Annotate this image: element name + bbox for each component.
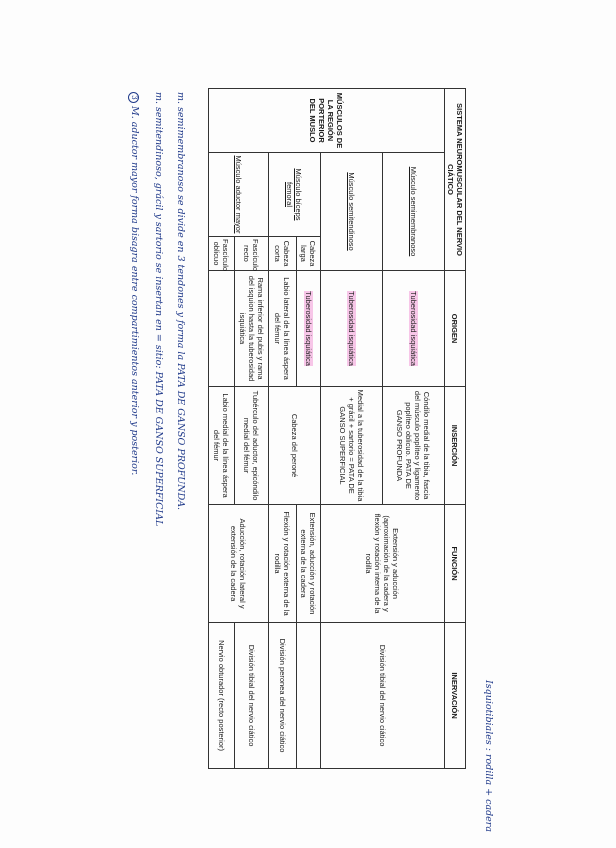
inervacion-biceps-larga — [297, 623, 321, 769]
insercion-aductor-recto: Tubérculo del aductor, epicóndilo medial del fémur — [235, 387, 269, 505]
inervacion-semimembranoso: División tibial del nervio ciático — [321, 623, 445, 769]
margin-note-3-number: 3 — [128, 92, 139, 103]
insercion-semimembranoso: Cóndilo medial de la tibia, fascia del músculo poplíteo y ligamento poplíteo oblicuo. PATA DE GANSO PROFUNDA — [383, 387, 445, 505]
margin-tag: Isquiotibiales : rodilla + cadera — [483, 680, 494, 833]
origen-biceps-corta: Labio lateral de la línea áspera del fémur — [269, 271, 297, 387]
muscle-semitendinoso: Músculo semitendinoso — [321, 153, 383, 271]
header-title-sub: CIÁTICO — [446, 164, 455, 195]
origen-semimembranoso: Tuberosidad isquiática — [409, 291, 418, 366]
insercion-semitendinoso: Medial a la tuberosidad de la tibia + grácil + sartorio = PATA DE GANSO SUPERFICIAL — [321, 387, 383, 505]
margin-note-2: m. semitendinoso, grácil y sartorio se insertan en = sitio: PATA DE GANSO SUPERFICIAL — [153, 92, 164, 527]
header-funcion: FUNCIÓN — [445, 505, 466, 623]
region-label: MÚSCULOS DE LA REGIÓN PORTERIOR DEL MUSLO — [209, 89, 445, 153]
funcion-biceps-larga: Extensión, aducción y rotación externa de la cadera — [297, 505, 321, 623]
table-row — [235, 89, 269, 769]
muscle-table — [208, 88, 466, 769]
inervacion-aductor-recto: División tibial del nervio ciático — [235, 623, 269, 769]
table-row — [383, 89, 445, 769]
funcion-biceps-corta: Flexión y rotación externa de la rodilla — [269, 505, 297, 623]
header-inervacion: INERVACIÓN — [445, 623, 466, 769]
table-header-row — [445, 89, 466, 769]
insercion-biceps: Cabeza del peroné — [269, 387, 321, 505]
aductor-fasciculo-oblicuo: Fascículo oblicuo — [209, 237, 235, 271]
funcion-semimembranoso: Extensión y aducción (aproximación de la cadera y flexión y rotación interna de la rodilla — [321, 505, 445, 623]
origen-biceps-larga: Tuberosidad isquiática — [304, 291, 313, 366]
header-origen: ORIGEN — [445, 271, 466, 387]
muscle-biceps-femoral: Músculo bíceps femoral — [269, 153, 321, 237]
header-title-main: SISTEMA NEUROMUSCULAR DEL NERVIO — [455, 103, 464, 256]
inervacion-aductor-oblicuo: Nervio obturador (recto posterior) — [209, 623, 235, 769]
aductor-fasciculo-recto: Fascículo recto — [235, 237, 269, 271]
biceps-cabeza-larga: Cabeza larga — [297, 237, 321, 271]
funcion-aductor: Aducción, rotación lateral y extensión de la cadera — [209, 505, 269, 623]
biceps-cabeza-corta: Cabeza corta — [269, 237, 297, 271]
margin-note-3 — [128, 92, 140, 475]
muscle-semimembranoso: Músculo semimembranoso — [383, 153, 445, 271]
origen-aductor-oblicuo — [209, 271, 235, 387]
header-insercion: INSERCIÓN — [445, 387, 466, 505]
muscle-table-rotated — [186, 88, 466, 768]
inervacion-biceps-corta: División peronea del nervio ciático — [269, 623, 297, 769]
margin-note-3-text: M. aductor mayor forma bisagra entre compartimientos anterior y posterior. — [129, 106, 140, 476]
muscle-aductor-mayor: Músculo aductor mayor — [209, 153, 269, 237]
margin-note-1: m. semimembranoso se divide en 3 tendones y forma la PATA DE GANSO PROFUNDA. — [175, 92, 186, 511]
header-title — [445, 89, 466, 271]
insercion-aductor-oblicuo: Labio medial de la línea áspera del fémur — [209, 387, 235, 505]
origen-aductor-recto: Rama inferior del pubis y rama del isquion hasta la tuberosidad isquiática — [235, 271, 269, 387]
origen-semitendinoso: Tuberosidad isquiática — [347, 291, 356, 366]
table-row — [297, 89, 321, 769]
